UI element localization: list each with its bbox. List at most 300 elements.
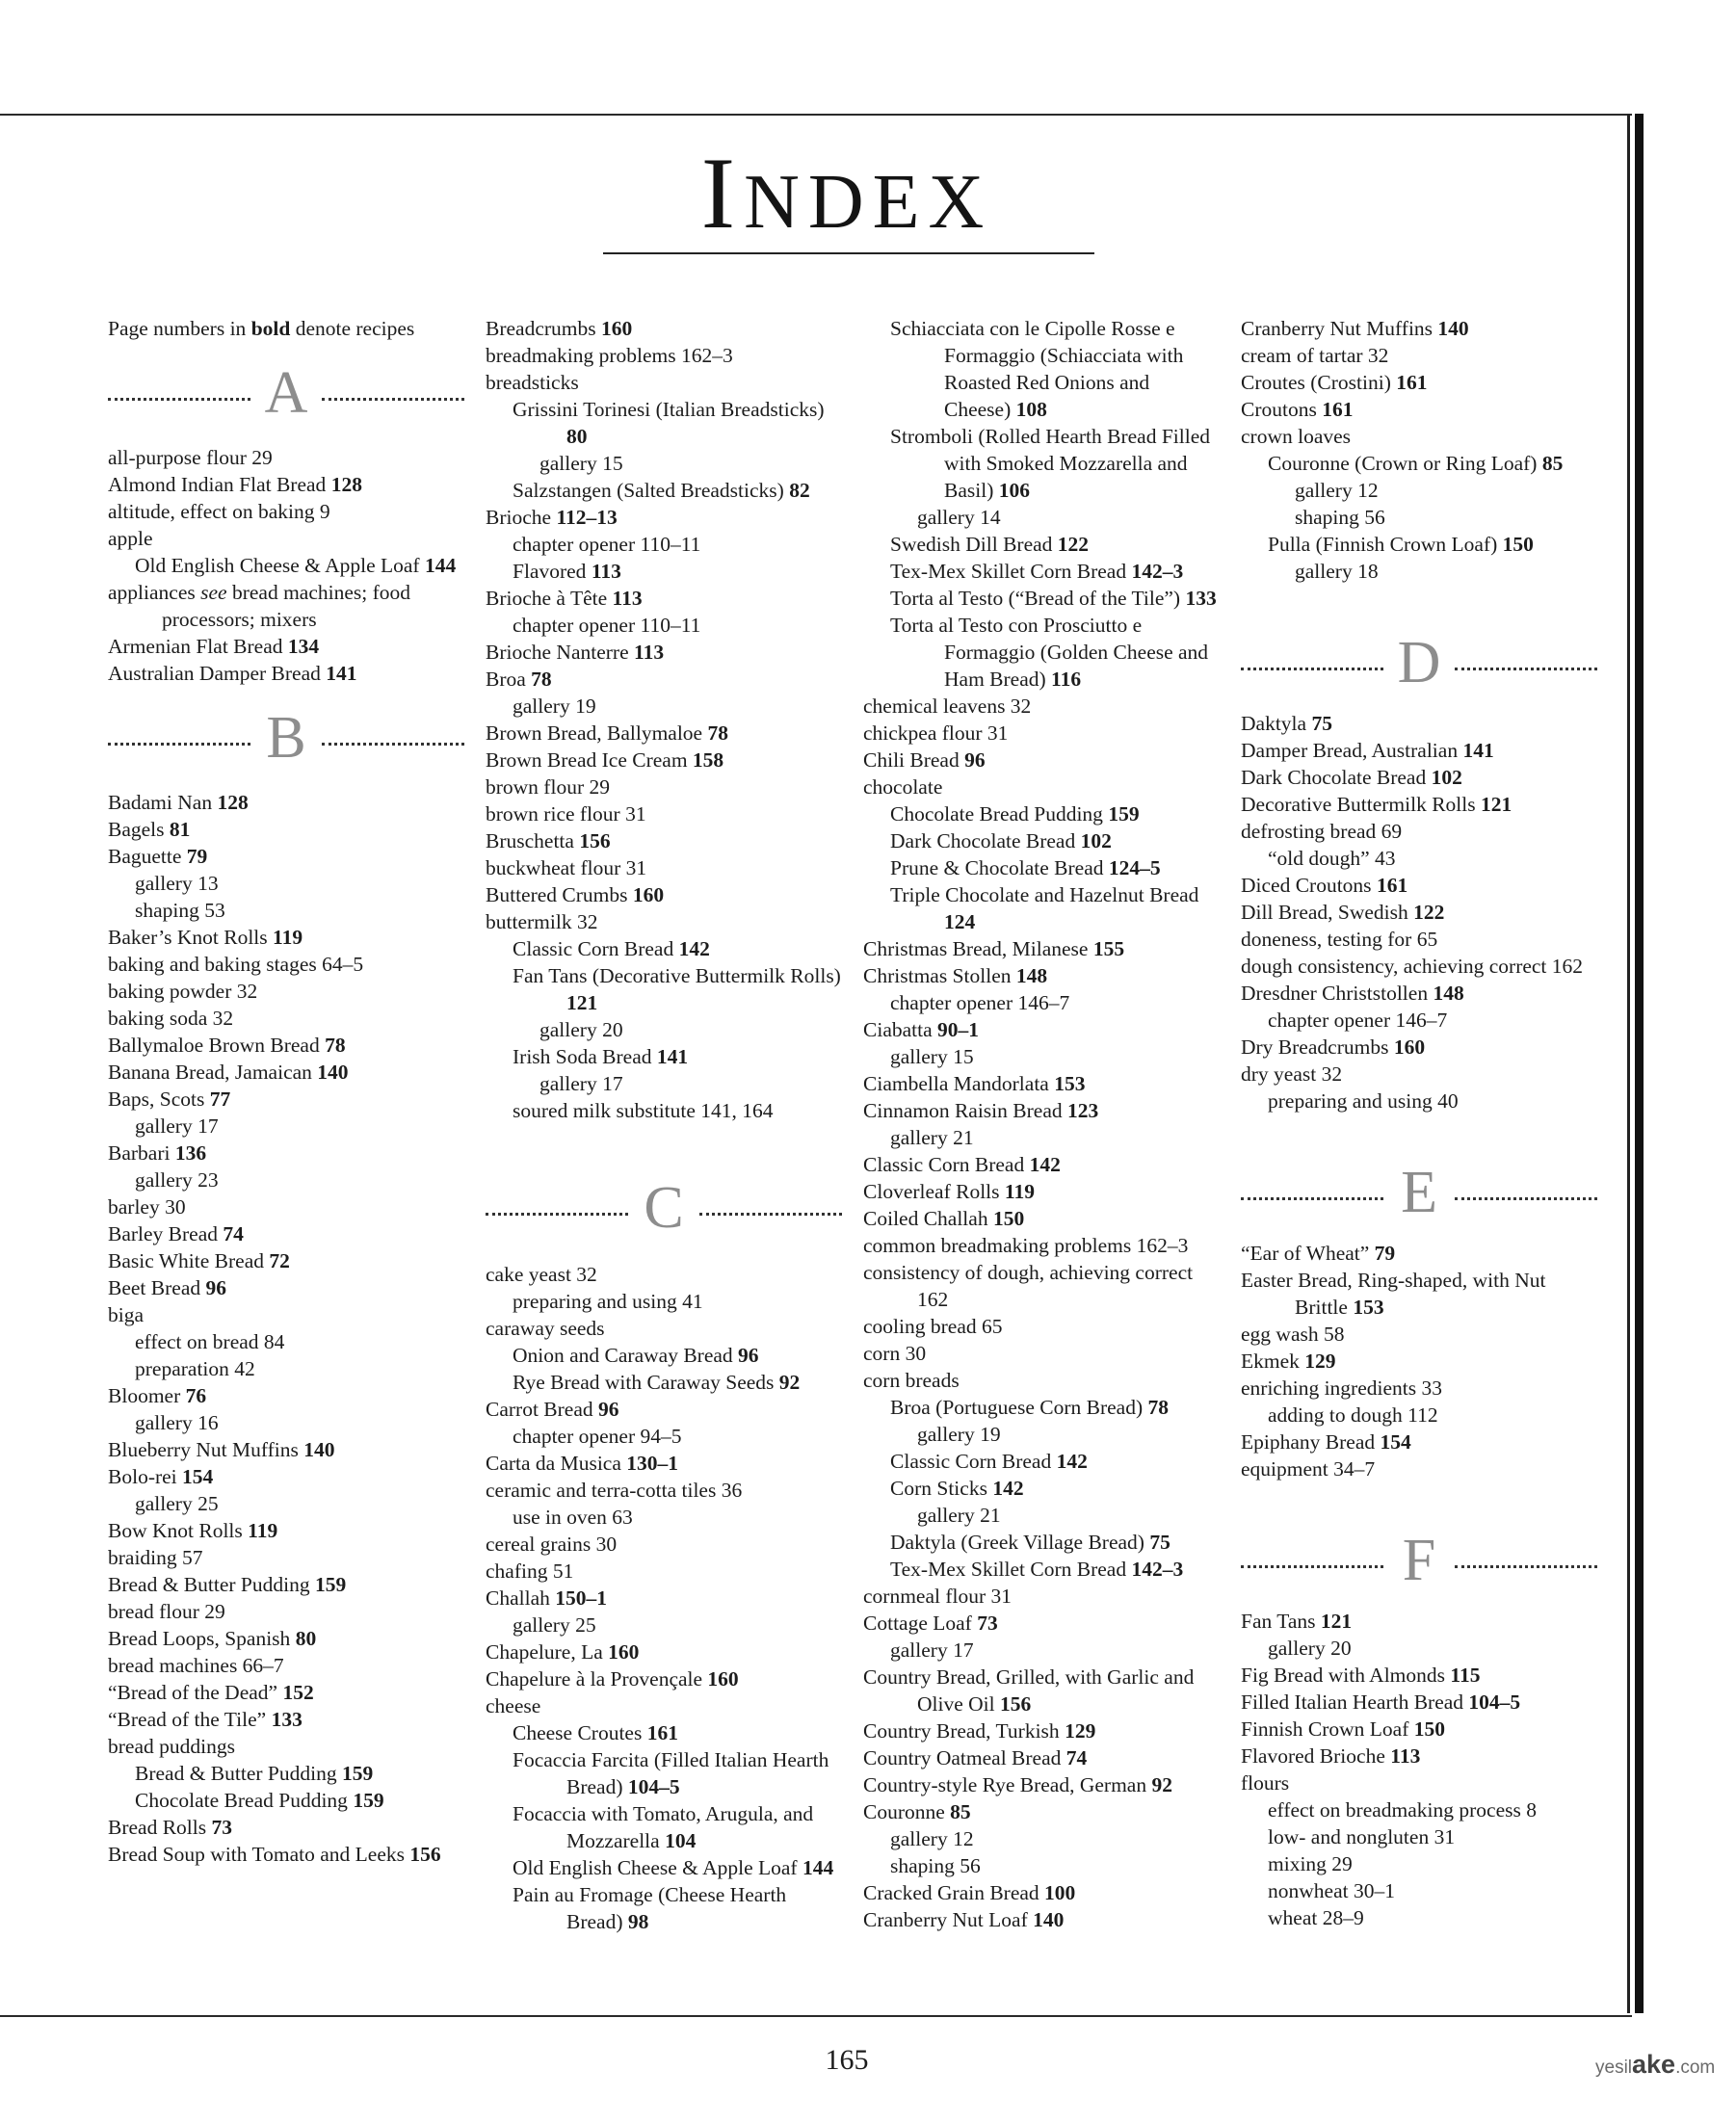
- index-entry: [863, 1367, 1220, 1394]
- index-entry: [1241, 1240, 1597, 1267]
- entry-text: apple: [108, 527, 153, 550]
- entry-text: Bread Soup with Tomato and Leeks: [108, 1843, 410, 1866]
- index-subentry: [486, 1881, 842, 1935]
- recipe-page-number: 119: [273, 926, 303, 949]
- entry-text: Fan Tans (Decorative Buttermilk Rolls): [513, 964, 841, 987]
- index-entry: [486, 1558, 842, 1585]
- recipe-page-number: 142–3: [1131, 560, 1184, 583]
- section-letter-a: [108, 352, 464, 432]
- entry-text: gallery 18: [1295, 560, 1379, 583]
- index-entry: [1241, 342, 1597, 369]
- index-subentry: [863, 1124, 1220, 1151]
- entry-text: Chili Bread: [863, 748, 965, 772]
- entry-text: gallery 21: [890, 1126, 974, 1149]
- recipe-page-number: 72: [269, 1249, 290, 1272]
- entry-text: Bread & Butter Pudding: [108, 1573, 315, 1596]
- index-entry: [1241, 764, 1597, 791]
- index-entry: [1241, 791, 1597, 818]
- index-subentry: [1241, 1007, 1597, 1034]
- entry-text: ceramic and terra-cotta tiles 36: [486, 1479, 743, 1502]
- recipe-page-number: 102: [1431, 766, 1462, 789]
- entry-text: Australian Damper Bread: [108, 662, 327, 685]
- index-entry: [1241, 737, 1597, 764]
- recipe-page-number: 78: [707, 721, 728, 745]
- entry-text: Chapelure, La: [486, 1640, 609, 1664]
- entry-text: Cracked Grain Bread: [863, 1881, 1045, 1904]
- entry-text: effect on bread 84: [135, 1330, 285, 1353]
- recipe-page-number: 150: [992, 1207, 1025, 1230]
- entry-text: gallery 15: [539, 452, 623, 475]
- recipe-page-number: 156: [579, 829, 611, 852]
- index-entry: [108, 1247, 464, 1274]
- entry-text: baking powder 32: [108, 980, 258, 1003]
- index-subentry: [863, 531, 1220, 558]
- entry-text: Corn Sticks: [890, 1477, 993, 1500]
- recipe-page-number: 74: [1065, 1746, 1088, 1769]
- index-entry: [863, 1016, 1220, 1043]
- entry-text: Dresdner Christstollen: [1241, 982, 1434, 1005]
- index-entry: [1241, 1034, 1597, 1061]
- recipe-page-number: 160: [608, 1640, 640, 1664]
- index-subentry: [486, 1746, 842, 1800]
- entry-text: Onion and Caraway Bread: [513, 1344, 739, 1367]
- entry-text: gallery 25: [135, 1492, 219, 1515]
- entry-text: Dill Bread, Swedish: [1241, 901, 1414, 924]
- index-entry: [1241, 1455, 1597, 1482]
- entry-text: Buttered Crumbs: [486, 883, 633, 906]
- entry-text: gallery 12: [890, 1827, 974, 1850]
- recipe-page-number: 123: [1067, 1099, 1099, 1122]
- entry-text: Grissini Torinesi (Italian Breadsticks): [513, 398, 825, 421]
- entry-text: Bow Knot Rolls: [108, 1519, 249, 1542]
- entry-text: gallery 19: [513, 695, 596, 718]
- index-subentry: [108, 897, 464, 924]
- index-entry: [486, 1315, 842, 1342]
- recipe-page-number: 106: [998, 479, 1030, 502]
- recipe-page-number: 121: [566, 991, 598, 1014]
- index-subentry: [486, 1288, 842, 1315]
- recipe-page-number: 82: [789, 479, 810, 502]
- entry-text: cooling bread 65: [863, 1315, 1003, 1338]
- recipe-page-number: 154: [1380, 1430, 1411, 1454]
- entry-text: Barley Bread: [108, 1222, 224, 1245]
- entry-text: Torta al Testo con Prosciutto e Formaggio (Golden Cheese and Ham Bread): [890, 614, 1209, 691]
- section-letter-e: [1241, 1151, 1597, 1232]
- right-border-rule: [1627, 114, 1630, 2013]
- index-entry: [108, 1706, 464, 1733]
- recipe-page-number: 133: [1185, 587, 1217, 610]
- entry-text: Filled Italian Hearth Bread: [1241, 1691, 1469, 1714]
- entry-text: crown loaves: [1241, 425, 1352, 448]
- section-letter-f: [1241, 1519, 1597, 1600]
- index-entry: [1241, 872, 1597, 899]
- entry-text: Chapelure à la Provençale: [486, 1667, 708, 1691]
- index-subentry: [108, 1328, 464, 1355]
- recipe-page-number: 96: [598, 1398, 619, 1421]
- index-subentry: [486, 693, 842, 720]
- index-subentry: [486, 1016, 842, 1043]
- index-entry: [108, 1544, 464, 1571]
- entry-text: Classic Corn Bread: [513, 937, 679, 960]
- index-entry: [108, 525, 464, 552]
- index-entry: [108, 1625, 464, 1652]
- index-entry: [1241, 980, 1597, 1007]
- entry-text: gallery 17: [539, 1072, 623, 1095]
- entry-text: gallery 20: [539, 1018, 623, 1041]
- entry-text: breadmaking problems 162–3: [486, 344, 733, 367]
- entry-text: Bruschetta: [486, 829, 580, 852]
- index-entry: [1241, 899, 1597, 926]
- recipe-page-number: 134: [287, 635, 320, 658]
- entry-text: defrosting bread 69: [1241, 820, 1403, 843]
- entry-text: Dark Chocolate Bread: [1241, 766, 1432, 789]
- index-subentry: [863, 800, 1220, 827]
- entry-text: Tex-Mex Skillet Corn Bread: [890, 1558, 1132, 1581]
- index-entry: [863, 1583, 1220, 1610]
- entry-text: bread machines; food processors; mixers: [162, 581, 411, 631]
- entry-text: Pulla (Finnish Crown Loaf): [1268, 533, 1503, 556]
- index-entry: [108, 633, 464, 660]
- recipe-page-number: 92: [778, 1371, 801, 1394]
- recipe-page-number: 160: [632, 883, 665, 906]
- entry-text: Tex-Mex Skillet Corn Bread: [890, 560, 1132, 583]
- recipe-page-number: 100: [1044, 1881, 1076, 1904]
- index-entry: [863, 720, 1220, 747]
- entry-text: gallery 23: [135, 1168, 219, 1192]
- index-entry: [863, 1205, 1220, 1232]
- recipe-page-number: 85: [950, 1800, 971, 1823]
- section-letter-b: [108, 696, 464, 777]
- entry-text: Cottage Loaf: [863, 1612, 978, 1635]
- recipe-page-number: 76: [185, 1384, 207, 1407]
- entry-text: Irish Soda Bread: [513, 1045, 657, 1068]
- index-subentry: [486, 935, 842, 962]
- entry-text: altitude, effect on baking 9: [108, 500, 330, 523]
- index-entry: [486, 1531, 842, 1558]
- entry-text: flours: [1241, 1771, 1290, 1795]
- index-subentry: [863, 881, 1220, 935]
- entry-text: Brioche: [486, 506, 557, 529]
- recipe-page-number: 73: [977, 1612, 998, 1635]
- recipe-page-number: 73: [211, 1816, 232, 1839]
- recipe-page-number: 140: [1437, 317, 1469, 340]
- recipe-page-number: 154: [182, 1465, 214, 1488]
- section-letter-c: [486, 1166, 842, 1247]
- entry-text: chapter opener 110–11: [513, 533, 701, 556]
- recipe-page-number: 98: [627, 1910, 649, 1933]
- index-column-2: [486, 315, 842, 1935]
- index-entry: [863, 773, 1220, 800]
- entry-text: chapter opener 146–7: [890, 991, 1070, 1014]
- entry-text: Damper Bread, Australian: [1241, 739, 1463, 762]
- recipe-page-number: 104–5: [1468, 1691, 1521, 1714]
- entry-text: gallery 17: [890, 1638, 974, 1662]
- index-subentry: [486, 1854, 842, 1881]
- recipe-page-number: 129: [1304, 1350, 1336, 1373]
- index-subentry: [1241, 558, 1597, 585]
- recipe-page-number: 142: [678, 937, 710, 960]
- entry-text: Flavored: [513, 560, 592, 583]
- index-subentry: [108, 870, 464, 897]
- index-subentry: [863, 1852, 1220, 1879]
- entry-text: Chocolate Bread Pudding: [890, 802, 1109, 826]
- entry-text: Fan Tans: [1241, 1610, 1321, 1633]
- index-subentry: [486, 1504, 842, 1531]
- index-entry: [108, 1382, 464, 1409]
- entry-text: Bloomer: [108, 1384, 186, 1407]
- index-entry: [863, 1178, 1220, 1205]
- recipe-page-number: 144: [424, 554, 457, 577]
- entry-text: Page numbers in: [108, 317, 251, 340]
- index-subentry: [1241, 845, 1597, 872]
- index-entry: [108, 1679, 464, 1706]
- entry-text: gallery 20: [1268, 1637, 1352, 1660]
- recipe-page-number: 102: [1080, 829, 1112, 852]
- recipe-page-number: 148: [1433, 982, 1464, 1005]
- entry-text: breadsticks: [486, 371, 579, 394]
- index-entry: [108, 1517, 464, 1544]
- recipe-page-number: 79: [186, 845, 208, 868]
- entry-text: Baps, Scots: [108, 1088, 210, 1111]
- recipe-page-number: 161: [1396, 371, 1428, 394]
- recipe-page-number: 159: [341, 1762, 374, 1785]
- entry-text: chickpea flour 31: [863, 721, 1009, 745]
- index-entry: [1241, 1348, 1597, 1375]
- entry-text: Banana Bread, Jamaican: [108, 1061, 318, 1084]
- entry-text: Fig Bread with Almonds: [1241, 1664, 1451, 1687]
- index-entry: [486, 1585, 842, 1612]
- index-entry: [108, 951, 464, 978]
- index-subentry: [486, 1097, 842, 1124]
- index-entry: [863, 1664, 1220, 1717]
- recipe-page-number: 160: [707, 1667, 739, 1691]
- index-entry: [1241, 926, 1597, 953]
- recipe-page-number: 150: [1413, 1717, 1446, 1741]
- index-entry: [486, 773, 842, 800]
- index-entry: [1241, 1716, 1597, 1743]
- index-entry: [486, 342, 842, 369]
- recipe-page-number: 144: [802, 1856, 834, 1879]
- entry-text: Chocolate Bread Pudding: [135, 1789, 354, 1812]
- index-entry: [108, 1841, 464, 1868]
- index-subentry: [486, 1423, 842, 1450]
- entry-text: brown flour 29: [486, 775, 610, 799]
- index-entry: [486, 854, 842, 881]
- index-subentry: [863, 1394, 1220, 1421]
- entry-text: Cinnamon Raisin Bread: [863, 1099, 1067, 1122]
- index-entry: [486, 747, 842, 773]
- entry-text: “Bread of the Tile”: [108, 1708, 272, 1731]
- recipe-page-number: 115: [1450, 1664, 1481, 1687]
- index-subentry: [1241, 504, 1597, 531]
- watermark-pre: yesil: [1595, 2057, 1633, 2078]
- index-entry: [108, 1032, 464, 1059]
- recipe-page-number: 113: [634, 641, 665, 664]
- recipe-page-number: 116: [1051, 668, 1082, 691]
- entry-text: chemical leavens 32: [863, 695, 1032, 718]
- index-intro-note: [108, 315, 464, 342]
- recipe-page-number: 81: [169, 818, 191, 841]
- entry-text: gallery 15: [890, 1045, 974, 1068]
- index-entry: [1241, 1428, 1597, 1455]
- entry-text: Barbari: [108, 1141, 175, 1165]
- entry-text: Finnish Crown Loaf: [1241, 1717, 1414, 1741]
- entry-text: brown rice flour 31: [486, 802, 646, 826]
- recipe-page-number: 129: [1065, 1719, 1096, 1743]
- entry-text: Couronne (Crown or Ring Loaf): [1268, 452, 1542, 475]
- entry-text: preparation 42: [135, 1357, 255, 1380]
- index-entry: [486, 504, 842, 531]
- recipe-page-number: 108: [1015, 398, 1047, 421]
- entry-text: buckwheat flour 31: [486, 856, 647, 879]
- recipe-page-number: 140: [1033, 1908, 1065, 1931]
- index-entry: [863, 962, 1220, 989]
- index-entry: [863, 693, 1220, 720]
- index-subentry: [863, 854, 1220, 881]
- recipe-page-number: 80: [566, 425, 588, 448]
- index-entry: [863, 1879, 1220, 1906]
- recipe-page-number: 130–1: [626, 1452, 679, 1475]
- recipe-page-number: 119: [1004, 1180, 1035, 1203]
- entry-text: Cranberry Nut Muffins: [1241, 317, 1438, 340]
- entry-text: Bagels: [108, 818, 170, 841]
- index-subentry: [863, 1529, 1220, 1556]
- entry-text: Diced Croutons: [1241, 874, 1377, 897]
- entry-text: enriching ingredients 33: [1241, 1376, 1442, 1400]
- recipe-page-number: 96: [205, 1276, 226, 1299]
- entry-text: chapter opener 110–11: [513, 614, 701, 637]
- recipe-page-number: 158: [692, 748, 724, 772]
- entry-text: Ciambella Mandorlata: [863, 1072, 1055, 1095]
- index-entry: [863, 1313, 1220, 1340]
- entry-text: consistency of dough, achieving correct 162: [863, 1261, 1194, 1311]
- index-subentry: [1241, 1904, 1597, 1931]
- entry-text: Ekmek: [1241, 1350, 1305, 1373]
- index-entry: [486, 800, 842, 827]
- entry-text: caraway seeds: [486, 1317, 605, 1340]
- index-subentry: [486, 612, 842, 639]
- index-entry: [108, 843, 464, 870]
- entry-text: gallery 21: [917, 1504, 1001, 1527]
- index-entry: [1241, 953, 1597, 980]
- entry-text: cake yeast 32: [486, 1263, 597, 1286]
- recipe-page-number: 122: [1057, 533, 1090, 556]
- recipe-page-number: 124: [944, 910, 976, 933]
- recipe-page-number: 142: [992, 1477, 1024, 1500]
- index-subentry: [863, 1421, 1220, 1448]
- index-subentry: [863, 558, 1220, 585]
- index-entry: [108, 789, 464, 816]
- entry-text: gallery 13: [135, 872, 219, 895]
- entry-text: Brown Bread, Ballymaloe: [486, 721, 708, 745]
- index-subentry: [108, 1490, 464, 1517]
- index-entry: [1241, 1769, 1597, 1796]
- entry-text: gallery 19: [917, 1423, 1001, 1446]
- recipe-page-number: 121: [1320, 1610, 1353, 1633]
- index-entry: [108, 1301, 464, 1328]
- entry-text: chafing 51: [486, 1559, 574, 1583]
- entry-text: Christmas Stollen: [863, 964, 1016, 987]
- recipe-page-number: 92: [1151, 1773, 1172, 1796]
- index-subentry: [1241, 1635, 1597, 1662]
- index-subentry: [486, 1800, 842, 1854]
- entry-text: Daktyla: [1241, 712, 1312, 735]
- recipe-page-number: 90–1: [937, 1018, 980, 1041]
- entry-text: cornmeal flour 31: [863, 1585, 1013, 1608]
- entry-text: Cheese Croutes: [513, 1721, 647, 1744]
- right-border-rule-thick: [1635, 114, 1644, 2013]
- recipe-page-number: 113: [1390, 1744, 1421, 1768]
- index-entry: [863, 1340, 1220, 1367]
- recipe-page-number: 141: [656, 1045, 689, 1068]
- index-entry: [108, 1652, 464, 1679]
- index-entry: [1241, 396, 1597, 423]
- entry-text: Easter Bread, Ring-shaped, with Nut Brittle: [1241, 1269, 1546, 1319]
- index-entry: [486, 639, 842, 666]
- recipe-page-number: 155: [1092, 937, 1125, 960]
- entry-text: dry yeast 32: [1241, 1062, 1343, 1086]
- recipe-page-number: 112–13: [556, 506, 618, 529]
- entry-text: soured milk substitute 141, 164: [513, 1099, 774, 1122]
- index-entry: [108, 1274, 464, 1301]
- index-entry: [108, 579, 464, 633]
- entry-text: Country Bread, Grilled, with Garlic and Olive Oil: [863, 1665, 1195, 1716]
- recipe-page-number: 96: [738, 1344, 759, 1367]
- recipe-page-number: 142: [1029, 1153, 1061, 1176]
- index-entry: [1241, 1375, 1597, 1402]
- index-subentry: [1241, 477, 1597, 504]
- entry-text: shaping 56: [1295, 506, 1385, 529]
- index-entry: [1241, 1662, 1597, 1689]
- entry-text: Croutons: [1241, 398, 1323, 421]
- index-entry: [108, 1814, 464, 1841]
- entry-text: Cranberry Nut Loaf: [863, 1908, 1034, 1931]
- entry-text: appliances: [108, 581, 201, 604]
- index-entry: [486, 1477, 842, 1504]
- index-entry: [108, 1005, 464, 1032]
- index-entry: [863, 1259, 1220, 1313]
- index-entry: [1241, 710, 1597, 737]
- entry-text: Schiacciata con le Cipolle Rosse e Formaggio (Schiacciata with Roasted Red Onions and Cheese): [890, 317, 1184, 421]
- index-entry: [486, 1261, 842, 1288]
- entry-text: shaping 56: [890, 1854, 981, 1877]
- entry-text: Swedish Dill Bread: [890, 533, 1058, 556]
- title-initial: I: [700, 137, 745, 249]
- index-entry: [486, 1638, 842, 1665]
- entry-text: dough consistency, achieving correct 162: [1241, 955, 1584, 978]
- recipe-page-number: 128: [330, 473, 362, 496]
- entry-text: baking soda 32: [108, 1007, 234, 1030]
- index-entry: [1241, 1061, 1597, 1088]
- entry-text: cream of tartar 32: [1241, 344, 1389, 367]
- index-subentry: [486, 531, 842, 558]
- entry-text: Flavored Brioche: [1241, 1744, 1391, 1768]
- index-subentry: [863, 612, 1220, 693]
- recipe-page-number: 150: [1502, 533, 1534, 556]
- recipe-page-number: 104–5: [627, 1775, 680, 1798]
- index-subentry: [1241, 531, 1597, 558]
- index-subentry: [863, 504, 1220, 531]
- entry-text: Prune & Chocolate Bread: [890, 856, 1109, 879]
- index-entry: [108, 1220, 464, 1247]
- index-entry: [1241, 423, 1597, 450]
- title-rest: NDEX: [744, 160, 993, 245]
- entry-text: Country-style Rye Bread, German: [863, 1773, 1152, 1796]
- index-subentry: [486, 450, 842, 477]
- recipe-page-number: 75: [1149, 1531, 1170, 1554]
- index-subentry: [486, 1043, 842, 1070]
- index-entry: [486, 585, 842, 612]
